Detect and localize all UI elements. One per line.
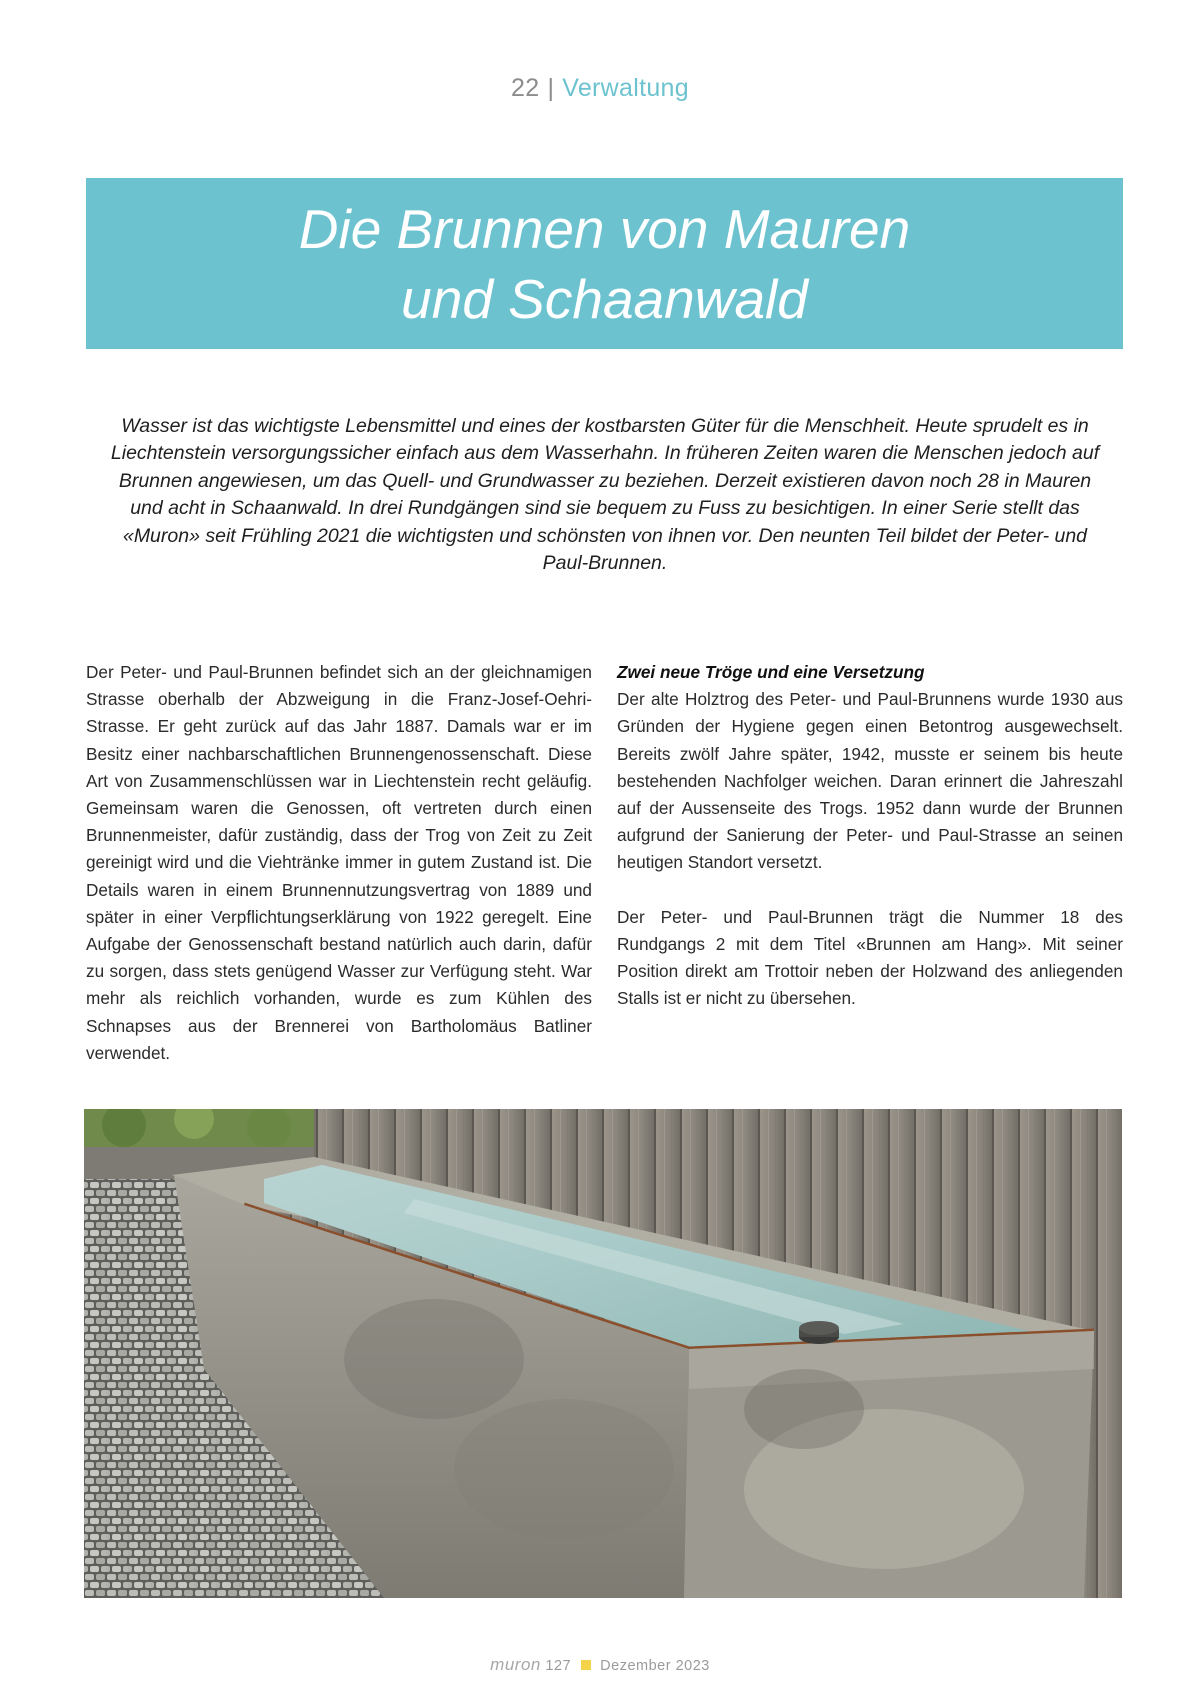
section-name: Verwaltung bbox=[562, 74, 689, 102]
page-number: 22 bbox=[511, 74, 540, 102]
title-line-2: und Schaanwald bbox=[401, 267, 808, 330]
issue-date: Dezember 2023 bbox=[600, 1658, 710, 1674]
article-title bbox=[299, 194, 910, 334]
title-banner bbox=[86, 178, 1123, 349]
title-line-1: Die Brunnen von Mauren bbox=[298, 197, 911, 260]
header-separator: | bbox=[547, 74, 555, 102]
body-paragraph: Der alte Holztrog des Peter- und Paul-Brunnens wurde 1930 aus Gründen der Hygiene gegen einen Betontrog ausgewechselt. Bereits zwölf Jahre später, 1942, musste er seinem bis heute bestehenden Nachfolger weichen. Daran erinnert die Jahreszahl auf der Aussenseite des Trogs. 1952 dann wurde der Brunnen aufgrund der Sanierung der Peter- und Paul-Strasse an seinen heutigen Standort versetzt. bbox=[617, 689, 1123, 873]
body-column-right bbox=[617, 659, 1123, 1012]
lead-paragraph: Wasser ist das wichtigste Lebensmittel und eines der kostbarsten Güter für die Menschheit. Heute sprudelt es in Liechtenstein versorgungssicher einfach aus dem Wasserhahn. In früheren Zeiten waren die Menschen jedoch auf Brunnen angewiesen, um das Quell- und Grundwasser zu beziehen. Derzeit existieren davon noch 28 in Mauren und acht in Schaanwald. In drei Rundgängen sind sie bequem zu Fuss zu besichtigen. In einer Serie stellt das «Muron» seit Frühling 2021 die wichtigsten und schönsten von ihnen vor. Den neunten Teil bildet der Peter- und Paul-Brunnen. bbox=[110, 415, 1100, 575]
magazine-brand: muron bbox=[490, 1655, 541, 1674]
page-footer bbox=[0, 1655, 1200, 1675]
body-paragraph: Der Peter- und Paul-Brunnen trägt die Nummer 18 des Rundgangs 2 mit dem Titel «Brunnen am Hang». Mit seiner Position direkt am Trottoir neben der Holzwand des anliegenden Stalls ist er nicht zu übersehen. bbox=[617, 906, 1123, 1009]
subheading: Zwei neue Tröge und eine Versetzung bbox=[617, 662, 925, 682]
body-paragraph: Der Peter- und Paul-Brunnen befindet sich an der gleichnamigen Strasse oberhalb der Abzweigung in die Franz-Josef-Oehri-Strasse. Er geht zurück auf das Jahr 1887. Damals war er im Besitz einer nachbarschaftlichen Brunnengenossenschaft. Diese Art von Zusammenschlüssen war in Liechtenstein recht geläufig. Gemeinsam waren die Genossen, oft vertreten durch einen Brunnenmeister, dafür zuständig, dass der Trog von Zeit zu Zeit gereinigt wird und die Viehtränke immer in gutem Zustand ist. Die Details waren in einem Brunnennutzungsvertrag von 1889 und später in einer Verpflichtungserklärung von 1922 geregelt. Eine Aufgabe der Genossenschaft bestand natürlich auch darin, dafür zu sorgen, dass stets genügend Wasser zur Verfügung steht. War mehr als reichlich vorhanden, wurde es zum Kühlen des Schnapses aus der Brennerei von Bartholomäus Batliner verwendet. bbox=[86, 662, 592, 1063]
body-column-left bbox=[86, 659, 592, 1067]
page-header bbox=[0, 74, 1200, 103]
fountain-photo bbox=[84, 1109, 1122, 1598]
issue-number: 127 bbox=[545, 1658, 572, 1674]
footer-square-icon bbox=[581, 1660, 591, 1670]
